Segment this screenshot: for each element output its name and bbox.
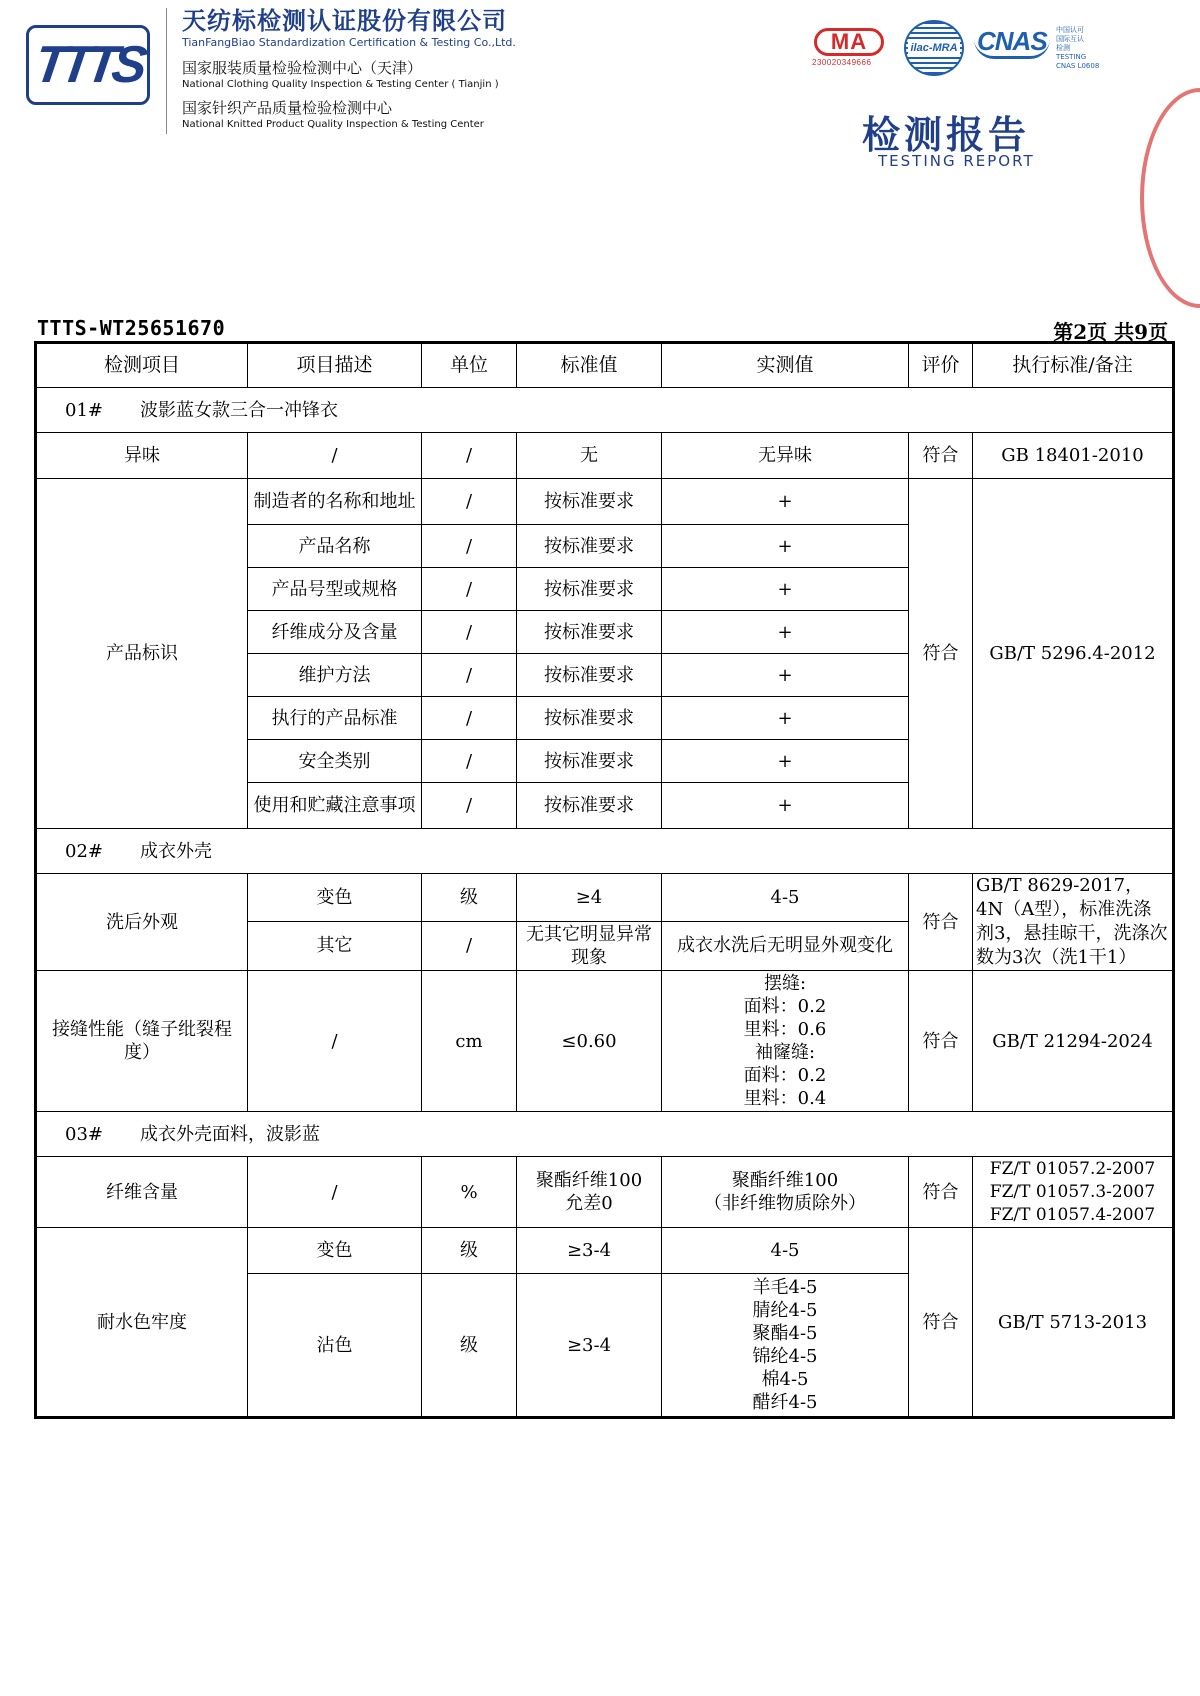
measured-line: 羊毛4-5 [752,1277,818,1298]
section-name: 波影蓝女款三合一冲锋衣 [140,399,338,421]
unit-cell: / [422,433,517,479]
desc-cell: 安全类别 [248,740,422,783]
cnas-side-line: 检测 [1056,44,1070,52]
item-cell: 接缝性能（缝子纰裂程度） [36,971,248,1112]
standard-cell [517,1157,662,1228]
header-cell: 项目描述 [248,343,422,388]
eval-cell: 符合 [909,433,973,479]
standard-cell: 按标准要求 [517,525,662,568]
unit-cell: / [422,921,517,970]
desc-cell: 其它 [248,921,422,970]
measured-cell: + [662,783,909,829]
unit-cell: / [422,479,517,525]
center1-name-cn: 国家服装质量检验检测中心（天津） [182,59,423,77]
standard-line: 聚酯纤维100 [535,1170,643,1191]
logo-divider [166,8,167,134]
unit-cell: / [422,783,517,829]
section-number: 02# [65,840,103,862]
company-name-cn: 天纺标检测认证股份有限公司 [182,7,507,35]
std-line: FZ/T 01057.4-2007 [989,1204,1156,1225]
cnas-side-line: CNAS L0608 [1056,62,1100,70]
header-cell: 检测项目 [36,343,248,388]
desc-cell: / [248,1157,422,1228]
eval-cell: 符合 [909,1157,973,1228]
item-cell: 耐水色牢度 [36,1228,248,1418]
desc-cell: 纤维成分及含量 [248,611,422,654]
cnas-side-line: 中国认可 [1056,26,1084,34]
unit-cell: / [422,740,517,783]
std-line: FZ/T 01057.2-2007 [989,1158,1156,1179]
header-cell: 执行标准/备注 [973,343,1174,388]
standard-cell: 按标准要求 [517,697,662,740]
measured-line: 面料：0.2 [743,1065,827,1086]
measured-line: 里料：0.4 [743,1088,827,1109]
item-cell: 纤维含量 [36,1157,248,1228]
standard-cell: ≥3-4 [517,1228,662,1274]
measured-cell [662,1157,909,1228]
unit-cell: 级 [422,1228,517,1274]
company-name-en: TianFangBiao Standardization Certification & Testing Co.,Ltd. [182,36,516,49]
item-cell: 异味 [36,433,248,479]
table-row [36,1228,1174,1274]
center2-name-en: National Knitted Product Quality Inspection & Testing Center [182,119,484,130]
section-name: 成衣外壳 [140,840,212,862]
unit-cell: / [422,525,517,568]
desc-cell: 维护方法 [248,654,422,697]
header-cell: 单位 [422,343,517,388]
item-cell: 产品标识 [36,479,248,829]
measured-line: 摆缝: [763,973,807,994]
measured-cell: + [662,611,909,654]
measured-cell: + [662,697,909,740]
section-number: 03# [65,1123,103,1145]
page-info: 第2页 共9页 [1053,320,1168,344]
measured-cell [662,1274,909,1418]
header-cell: 实测值 [662,343,909,388]
unit-cell: / [422,654,517,697]
cnas-logo [974,26,1050,59]
unit-cell: / [422,611,517,654]
standard-cell: ≥3-4 [517,1274,662,1418]
measured-cell: + [662,525,909,568]
std-cell: GB/T 21294-2024 [973,971,1174,1112]
measured-line: 腈纶4-5 [752,1300,818,1321]
ilac-text: ilac-MRA [910,42,958,54]
table-header-row [36,343,1174,388]
standard-cell: 按标准要求 [517,568,662,611]
table-row [36,874,1174,922]
measured-cell: + [662,479,909,525]
table-row [36,479,1174,525]
standard-cell: 无 [517,433,662,479]
cnas-side-text [1056,26,1116,71]
measured-line: 锦纶4-5 [752,1346,818,1367]
report-subtitle: TESTING REPORT [878,152,1035,170]
center1-name-en: National Clothing Quality Inspection & Testing Center ( Tianjin ) [182,79,499,90]
measured-line: 棉4-5 [761,1369,809,1390]
std-cell: GB/T 5713-2013 [973,1228,1174,1418]
unit-cell: cm [422,971,517,1112]
report-title: 检测报告 [862,113,1031,157]
desc-cell: / [248,971,422,1112]
company-logo [26,25,150,105]
report-number: TTTS-WT25651670 [37,316,226,340]
desc-cell: 变色 [248,874,422,922]
item-cell: 洗后外观 [36,874,248,971]
unit-cell: 级 [422,1274,517,1418]
standard-line: 允差0 [565,1193,613,1214]
cnas-side-line: TESTING [1056,53,1087,61]
measured-cell: 4-5 [662,874,909,922]
header-cell: 标准值 [517,343,662,388]
unit-cell: 级 [422,874,517,922]
section-row [36,829,1174,874]
std-line: FZ/T 01057.3-2007 [989,1181,1156,1202]
section-title [36,388,1174,433]
logo-text: TTTS [30,36,146,94]
desc-cell: 产品号型或规格 [248,568,422,611]
unit-cell: / [422,697,517,740]
desc-cell: / [248,433,422,479]
unit-cell: / [422,568,517,611]
standard-cell: 无其它明显异常现象 [517,921,662,970]
standard-cell: 按标准要求 [517,611,662,654]
section-title [36,829,1174,874]
standard-cell: ≤0.60 [517,971,662,1112]
eval-cell: 符合 [909,1228,973,1418]
cma-logo [812,28,890,70]
measured-line: 聚酯纤维100 [731,1170,839,1191]
measured-line: 里料：0.6 [743,1019,827,1040]
center2-name-cn: 国家针织产品质量检验检测中心 [182,99,393,117]
section-title [36,1112,1174,1157]
measured-cell: + [662,654,909,697]
cnas-side-line: 国际互认 [1056,35,1084,43]
table-row [36,1157,1174,1228]
measured-line: （非纤维物质除外） [704,1193,866,1214]
standard-cell: 按标准要求 [517,654,662,697]
measured-cell: + [662,568,909,611]
ilac-mra-logo [904,20,964,76]
unit-cell: % [422,1157,517,1228]
measured-line: 面料：0.2 [743,996,827,1017]
section-row [36,1112,1174,1157]
std-cell [973,1157,1174,1228]
desc-cell: 使用和贮藏注意事项 [248,783,422,829]
eval-cell: 符合 [909,874,973,971]
measured-line: 醋纤4-5 [752,1392,818,1413]
section-row [36,388,1174,433]
measured-cell: 无异味 [662,433,909,479]
std-cell: GB 18401-2010 [973,433,1174,479]
results-table [34,341,1175,1419]
desc-cell: 沾色 [248,1274,422,1418]
std-cell: GB/T 5296.4-2012 [973,479,1174,829]
standard-cell: 按标准要求 [517,783,662,829]
desc-cell: 制造者的名称和地址 [248,479,422,525]
cma-text: MA [814,28,884,56]
cma-number: 230020349666 [812,58,872,67]
measured-cell: 成衣水洗后无明显外观变化 [662,921,909,970]
eval-cell: 符合 [909,479,973,829]
section-number: 01# [65,399,103,421]
cnas-text: CNAS [974,26,1050,59]
section-name: 成衣外壳面料，波影蓝 [140,1123,320,1145]
std-cell: GB/T 8629-2017，4N（A型），标准洗涤剂3，悬挂晾干，洗涤次数为3次（洗1干1） [973,874,1174,971]
table-row [36,971,1174,1112]
desc-cell: 执行的产品标准 [248,697,422,740]
red-seal-stamp [1140,88,1200,308]
standard-cell: 按标准要求 [517,479,662,525]
company-info [182,6,516,138]
measured-cell: 4-5 [662,1228,909,1274]
table-row [36,433,1174,479]
measured-cell [662,971,909,1112]
standard-cell: 按标准要求 [517,740,662,783]
standard-cell: ≥4 [517,874,662,922]
eval-cell: 符合 [909,971,973,1112]
measured-cell: + [662,740,909,783]
measured-line: 聚酯4-5 [752,1323,818,1344]
desc-cell: 变色 [248,1228,422,1274]
header-cell: 评价 [909,343,973,388]
measured-line: 袖窿缝: [754,1042,816,1063]
desc-cell: 产品名称 [248,525,422,568]
